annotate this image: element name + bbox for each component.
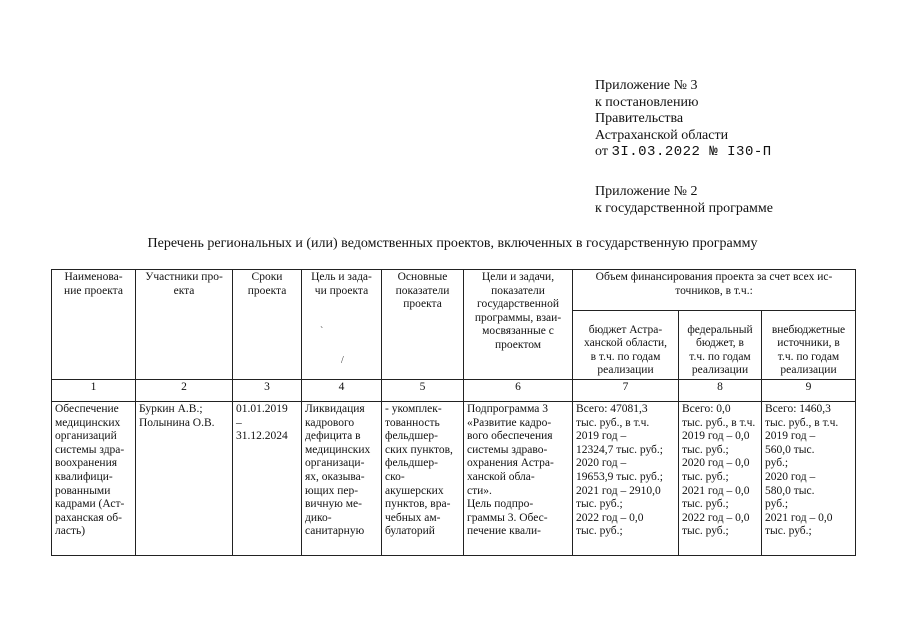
header-extrabudgetary: внебюджетные источники, в т.ч. по годам реализации	[762, 311, 856, 380]
document-title: Перечень региональных и (или) ведомственных проектов, включенных в государственную программу	[147, 236, 758, 251]
header-federal-budget: федеральный бюджет, в т.ч. по годам реализации	[679, 311, 762, 380]
cell-terms: 01.01.2019 – 31.12.2024	[233, 402, 302, 556]
cell-indicators: - укомплек- тованность фельдшер- ских пунктов, фельдшер- ско- акушерских пунктов, вра- чебных ам- булаторий	[382, 402, 464, 556]
table-row	[52, 402, 856, 556]
cell-extrabudgetary: Всего: 1460,3 тыс. руб., в т.ч. 2019 год – 560,0 тыс. руб.; 2020 год – 580,0 тыс. руб.; 2021 год – 0,0 тыс. руб.;	[762, 402, 856, 556]
header-regional-budget: бюджет Астра- ханской области, в т.ч. по годам реализации	[573, 311, 679, 380]
column-number: 7	[573, 380, 679, 402]
cell-state-program-goals: Подпрограмма 3 «Развитие кадро- вого обеспечения системы здраво- охранения Астра- ханской обла- сти». Цель подпро- граммы 3. Обес- печение квали-	[464, 402, 573, 556]
column-number: 4	[302, 380, 382, 402]
appendix-2-line: Приложение № 2	[595, 184, 698, 199]
header-indicators: Основные показатели проекта	[382, 270, 464, 380]
header-project-name: Наименова- ние проекта	[52, 270, 136, 380]
cell-goal: Ликвидация кадрового дефицита в медицинских организаци- ях, оказыва- ющих пер- вичную ме- дико- санитарную	[302, 402, 382, 556]
header-funding-group: Объем финансирования проекта за счет всех ис- точников, в т.ч.:	[573, 270, 856, 311]
appendix-3-line: к постановлению	[595, 94, 699, 110]
column-number: 2	[136, 380, 233, 402]
header-terms: Сроки проекта	[233, 270, 302, 380]
cell-project-name: Обеспечение медицинских организаций системы здра- воохранения квалифици- рованными кадрами (Аст- раханская об- ласть)	[52, 402, 136, 556]
column-number: 9	[762, 380, 856, 402]
handwritten-date-number: 3I.03.2022 № I30-П	[611, 144, 772, 160]
appendix-3-block	[595, 78, 772, 161]
column-number: 3	[233, 380, 302, 402]
header-participants: Участники про- екта	[136, 270, 233, 380]
date-prefix: от	[595, 144, 608, 159]
column-number: 8	[679, 380, 762, 402]
column-number: 6	[464, 380, 573, 402]
column-number: 5	[382, 380, 464, 402]
appendix-2-line: к государственной программе	[595, 200, 773, 216]
appendix-3-line: Астраханской области	[595, 127, 729, 143]
appendix-2-block	[595, 184, 773, 217]
header-goal: Цель и зада- чи проекта	[302, 270, 382, 380]
resolution-date-line	[595, 144, 772, 161]
appendix-3-line: Приложение № 3	[595, 78, 698, 93]
header-state-program-goals: Цели и задачи, показатели государственной программы, взаи- мосвязанные с проектом	[464, 270, 573, 380]
cell-federal-budget: Всего: 0,0 тыс. руб., в т.ч. 2019 год – 0,0 тыс. руб.; 2020 год – 0,0 тыс. руб.; 2021 год – 0,0 тыс. руб.; 2022 год – 0,0 тыс. руб.;	[679, 402, 762, 556]
column-number-row	[52, 380, 856, 402]
cell-regional-budget: Всего: 47081,3 тыс. руб., в т.ч. 2019 год – 12324,7 тыс. руб.; 2020 год – 19653,9 тыс. руб.; 2021 год – 2910,0 тыс. руб.; 2022 год – 0,0 тыс. руб.;	[573, 402, 679, 556]
scan-mark: /	[341, 355, 344, 366]
cell-participants: Буркин А.В.; Полынина О.В.	[136, 402, 233, 556]
header-row-1	[52, 270, 856, 311]
column-number: 1	[52, 380, 136, 402]
appendix-3-line: Правительства	[595, 111, 684, 126]
projects-table	[51, 269, 856, 556]
scan-mark: ˋ	[320, 326, 324, 337]
